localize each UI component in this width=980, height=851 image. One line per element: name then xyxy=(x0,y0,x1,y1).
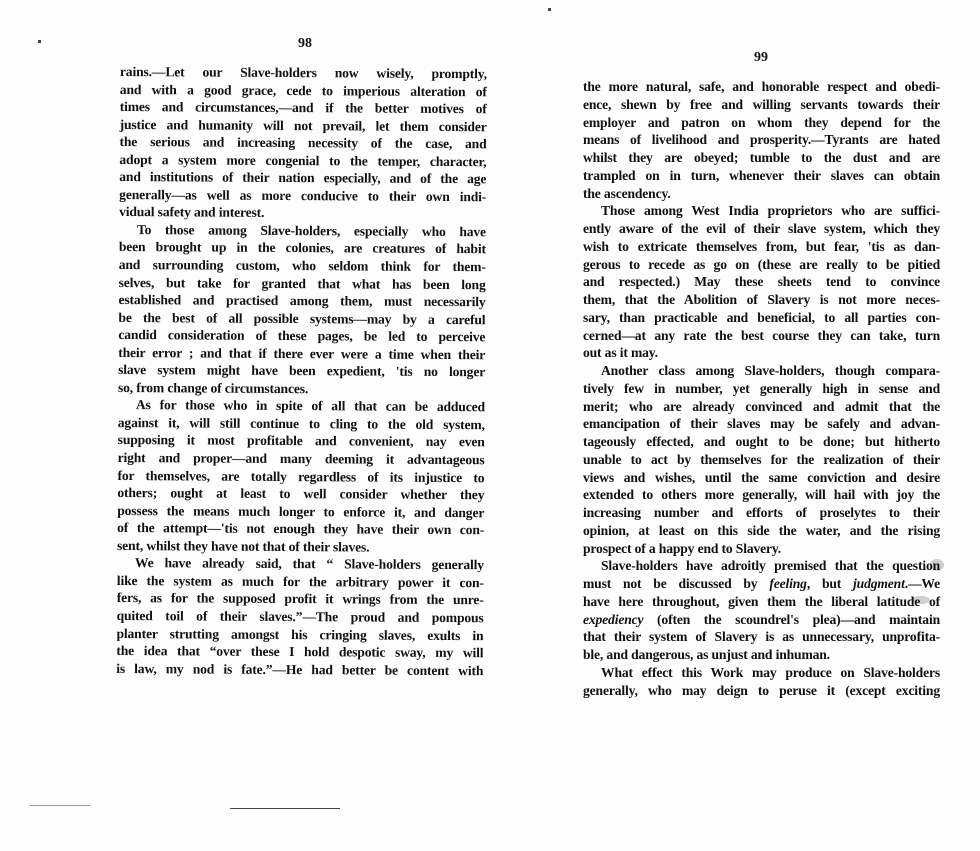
text-line xyxy=(118,326,485,346)
scan-speck xyxy=(38,40,41,43)
line-text: rains.—Let our Slave-holders now wisely, promptly, xyxy=(119,63,487,82)
text-line xyxy=(583,238,940,256)
text-line xyxy=(583,611,940,629)
line-text: have here throughout, given them the liberal latitude of xyxy=(583,593,940,609)
text-line xyxy=(583,167,940,185)
line-text: vidual safety and interest. xyxy=(119,204,265,221)
line-text: of the attempt—'tis not enough they have their own con- xyxy=(117,520,485,538)
text-line xyxy=(583,96,940,114)
line-text: possess the means much longer to enforce it, and danger xyxy=(117,502,485,520)
line-text: opinion, at least on this side the water, and the rising xyxy=(583,522,940,538)
text-line xyxy=(583,575,940,593)
text-line xyxy=(118,291,485,311)
text-line xyxy=(583,78,940,96)
line-text: and surrounding custom, who seldom think for them- xyxy=(118,257,486,275)
text-line xyxy=(583,309,940,327)
text-line xyxy=(583,398,940,416)
line-text: right and proper—and many deeming it advantageous xyxy=(117,450,485,468)
line-text: tively few in number, yet generally high in sense and xyxy=(583,380,940,396)
line-text: increasing number and efforts of proselytes to their xyxy=(583,505,940,520)
text-line xyxy=(116,660,483,680)
line-text: out as it may. xyxy=(583,345,658,361)
text-line xyxy=(583,557,940,575)
line-text: times and circumstances,—and if the better motives of xyxy=(119,99,487,117)
line-text: supposing it most profitable and convenient, nay even xyxy=(117,432,485,450)
text-line xyxy=(118,414,485,434)
line-text: sent, whilst they have not that of their slaves. xyxy=(117,537,370,555)
text-line xyxy=(583,256,940,274)
text-line xyxy=(583,664,940,682)
text-line xyxy=(583,327,940,345)
text-line xyxy=(117,502,484,522)
line-text: ble, and dangerous, as unjust and inhuman. xyxy=(583,647,830,662)
text-line xyxy=(117,519,484,539)
line-text: them, that the Abolition of Slavery is not more neces- xyxy=(583,292,940,307)
text-line xyxy=(583,522,940,540)
text-line xyxy=(119,274,486,294)
text-line xyxy=(583,504,940,522)
text-line xyxy=(118,449,485,469)
line-text: tageously effected, and ought to be done; but hitherto xyxy=(583,434,940,449)
line-text: prospect of a happy end to Slavery. xyxy=(583,540,782,556)
line-text: been brought up in the colonies, are creatures of habit xyxy=(118,239,486,257)
text-line xyxy=(117,554,484,574)
line-text: planter strutting amongst his cringing slaves, exults in xyxy=(116,625,484,643)
line-text: against it, will still continue to cling to the old system, xyxy=(117,414,485,433)
text-line xyxy=(583,344,940,362)
line-text: like the system as much for the arbitrary power it con- xyxy=(116,572,484,591)
line-text: views and wishes, until the same conviction and desire xyxy=(583,469,940,485)
line-text: their error ; and that if there ever were a time when their xyxy=(118,344,486,362)
text-line xyxy=(583,628,940,646)
line-text: Those among West India proprietors who are suffici- xyxy=(601,203,940,219)
text-line xyxy=(119,256,486,276)
text-line xyxy=(118,361,485,381)
text-line xyxy=(583,415,940,433)
line-text: gerous to recede as go on (these are really to be pitied xyxy=(583,256,940,272)
text-line xyxy=(117,484,484,504)
text-line xyxy=(119,168,486,188)
scan-speck xyxy=(548,8,551,11)
line-text: employer and patron on whom they depend for the xyxy=(583,114,940,130)
text-line xyxy=(583,380,940,398)
text-line xyxy=(117,607,484,627)
line-text: is law, my nod is fate.”—He had better be content with xyxy=(116,660,484,678)
line-text: be the best of all possible systems—may by a careful xyxy=(118,309,486,327)
line-text: emancipation of their slaves may be safely and advan- xyxy=(583,416,940,432)
line-text: means of livelihood and prosperity.—Tyrants are hated xyxy=(583,132,940,148)
line-text: sary, than practicable and beneficial, to all parties con- xyxy=(583,309,940,325)
text-line xyxy=(119,186,486,206)
line-text: the more natural, safe, and honorable respect and obedi- xyxy=(583,79,940,94)
text-line xyxy=(583,433,940,451)
line-text: To those among Slave-holders, especially who have xyxy=(136,222,487,240)
text-line xyxy=(583,114,940,132)
text-line xyxy=(583,682,940,700)
line-text: .—We xyxy=(904,576,940,591)
left-page-number: 98 xyxy=(298,36,312,51)
italic-text: expediency xyxy=(583,611,644,627)
left-page-text xyxy=(116,63,487,679)
text-line xyxy=(118,379,485,399)
line-text: established and practised among them, must necessarily xyxy=(118,292,486,310)
line-text: cerned—at any rate the best course they can take, turn xyxy=(583,327,940,343)
scan-speck xyxy=(30,805,90,806)
text-line xyxy=(583,131,940,149)
text-line xyxy=(583,185,940,203)
text-line xyxy=(117,467,484,487)
line-text: and with a good grace, cede to imperious alteration of xyxy=(119,81,487,99)
line-text: Slave-holders have adroitly premised that the question xyxy=(601,558,940,574)
text-line xyxy=(583,362,940,380)
text-line xyxy=(119,133,486,153)
line-text: generally, who may deign to peruse it (except exciting xyxy=(583,682,940,698)
line-text: We have already said, that “ Slave-holders generally xyxy=(134,555,484,573)
text-line xyxy=(117,589,484,609)
text-line xyxy=(119,151,486,171)
text-line xyxy=(116,624,483,644)
line-text: generally—as well as more conducive to their own indi- xyxy=(119,186,487,205)
line-text: What effect this Work may produce on Slave-holders xyxy=(601,664,940,680)
text-line xyxy=(117,537,484,557)
text-line xyxy=(120,116,487,136)
line-text: candid consideration of these pages, be led to perceive xyxy=(118,327,486,345)
line-text: the idea that “over these I hold despotic sway, my will xyxy=(116,643,484,661)
line-text: unable to act by themselves for the realization of their xyxy=(583,451,940,467)
line-text: merit; who are already convinced and admit that the xyxy=(583,398,940,414)
text-line xyxy=(116,642,483,662)
text-line xyxy=(118,344,485,364)
text-line xyxy=(583,202,940,220)
text-line xyxy=(120,81,487,101)
text-line xyxy=(118,396,485,416)
text-line xyxy=(117,572,484,592)
line-text: others; ought at least to well consider whether they xyxy=(117,485,485,503)
right-page-text xyxy=(583,78,940,699)
line-text: , but xyxy=(806,576,854,591)
line-text: and institutions of their nation especially, and of the age xyxy=(119,169,487,187)
text-line xyxy=(120,98,487,118)
italic-text: judgment xyxy=(853,576,905,591)
right-page-number: 99 xyxy=(754,50,768,65)
line-text: extended to others more generally, will hail with joy the xyxy=(583,487,940,503)
text-line xyxy=(119,221,486,241)
line-text: for themselves, are totally regardless of its injustice to xyxy=(117,467,485,485)
line-text: (often the scoundrel's plea)—and maintain xyxy=(643,611,940,627)
line-text: adopt a system more congenial to the temper, character, xyxy=(119,151,487,169)
line-text: selves, but take for granted that what has been long xyxy=(118,274,486,292)
text-line xyxy=(583,273,940,291)
text-line xyxy=(120,63,487,83)
text-line xyxy=(583,220,940,238)
scan-speck xyxy=(230,808,340,809)
text-line xyxy=(119,238,486,258)
line-text: the ascendency. xyxy=(583,185,671,201)
text-line xyxy=(583,486,940,504)
text-line xyxy=(118,309,485,329)
text-line xyxy=(118,431,485,451)
line-text: slave system might have been expedient, 'tis no longer xyxy=(118,362,486,380)
text-line xyxy=(119,203,486,223)
text-line xyxy=(583,149,940,167)
text-line xyxy=(583,593,940,611)
line-text: justice and humanity will not prevail, let them consider xyxy=(119,116,487,134)
line-text: trampled on in turn, whenever their slaves can obtain xyxy=(583,167,940,183)
line-text: Another class among Slave-holders, though compara- xyxy=(601,363,940,378)
line-text: fers, as for the supposed profit it wrings from the unre- xyxy=(116,590,484,608)
line-text: As for those who in spite of all that can be adduced xyxy=(135,397,485,415)
line-text: that their system of Slavery is as unnecessary, unprofita- xyxy=(583,629,940,645)
line-text: quited toil of their slaves.”—The proud and pompous xyxy=(116,607,484,626)
text-line xyxy=(583,451,940,469)
line-text: ently aware of the evil of their slave system, which they xyxy=(583,221,940,236)
italic-text: feeling xyxy=(769,576,807,591)
line-text: ence, shewn by free and willing servants towards their xyxy=(583,96,940,112)
line-text: wish to extricate themselves from, but fear, 'tis as dan- xyxy=(583,238,940,254)
text-line xyxy=(583,646,940,664)
line-text: must not be discussed by xyxy=(583,576,770,591)
text-line xyxy=(583,469,940,487)
text-line xyxy=(583,540,940,558)
text-line xyxy=(583,291,940,309)
line-text: so, from change of circumstances. xyxy=(117,379,309,396)
line-text: the serious and increasing necessity of the case, and xyxy=(119,134,487,152)
line-text: and respected.) May these sheets tend to convince xyxy=(583,274,940,290)
line-text: whilst they are obeyed; tumble to the dust and are xyxy=(583,150,940,165)
